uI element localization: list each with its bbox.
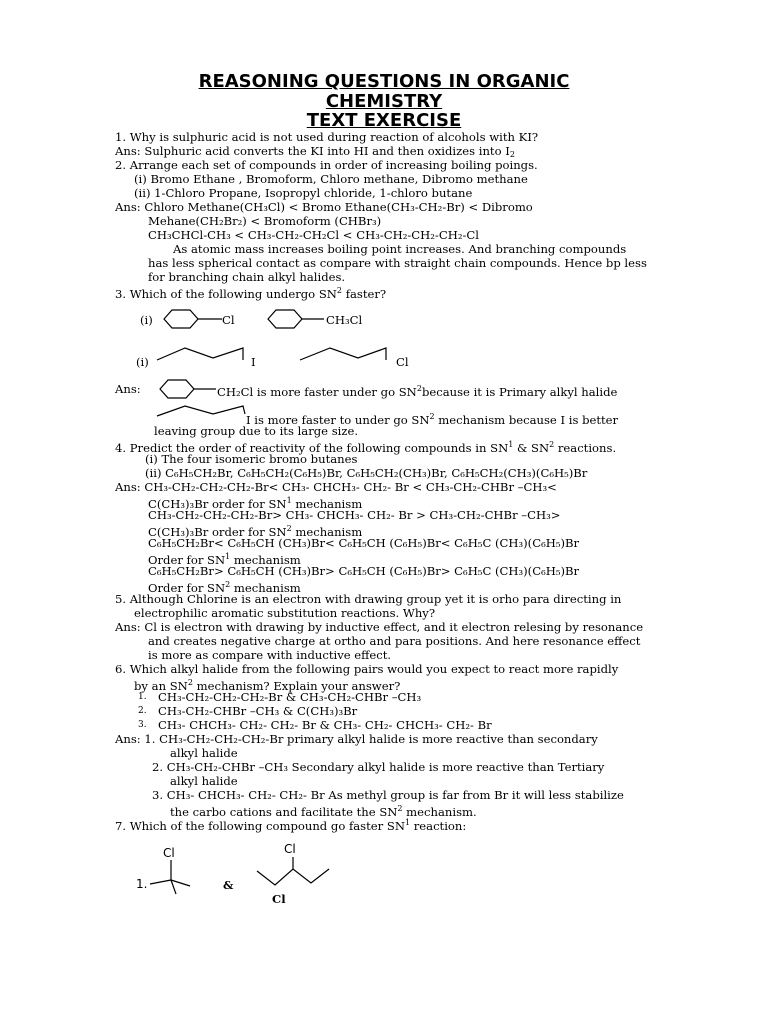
q4-question: 4. Predict the order of reactivity of the following compounds in $SN^1$ & $SN^2$ reactions. <box>115 440 617 455</box>
q7-item-number: 1. <box>136 877 148 891</box>
cyclohexylmethyl-chloride-answer-structure <box>156 376 226 404</box>
cyclohexylmethyl-chloride-structure <box>264 306 334 334</box>
q6-line-1: 6. Which alkyl halide from the following pairs would you expect to react more rapidly <box>115 662 619 676</box>
q6-answer-2b: alkyl halide <box>170 774 238 788</box>
q2-explanation-3: for branching chain alkyl halides. <box>148 270 346 284</box>
q4-answer-8: Order for $SN^2$ mechanism <box>148 580 301 595</box>
chloropentane-structure <box>298 344 398 368</box>
q5-line-1: 5. Although Chlorine is an electron with drawing group yet it is orho para directing in <box>115 592 622 606</box>
q4-part-i: (i) The four isomeric bromo butanes <box>145 452 358 466</box>
q5-line-3: Ans: Cl is electron with drawing by inductive effect, and it electron relesing by resonance <box>115 620 644 634</box>
q6-answer-2: 2. CH₃-CH₂-CHBr –CH₃ Secondary alkyl halide is more reactive than Tertiary <box>152 760 605 774</box>
q6-pair-3: CH₃- CHCH₃- CH₂- CH₂- Br & CH₃- CH₂- CHCH₃- CH₂- Br <box>158 718 492 732</box>
q4-answer-3: CH₃-CH₂-CH₂-CH₂-Br> CH₃- CHCH₃- CH₂- Br > CH₃-CH₂-CHBr –CH₃> <box>148 508 561 522</box>
q4-answer-6: Order for $SN^1$ mechanism <box>148 552 301 567</box>
q3-row2-a: I <box>251 355 256 369</box>
iodopentane-answer-structure <box>155 402 255 422</box>
q6-pair-1-num: 1. <box>138 692 147 702</box>
q3-row2-b: Cl <box>396 355 409 369</box>
q2-explanation-2: has less spherical contact as compare with straight chain compounds. Hence bp less <box>148 256 647 270</box>
q1-answer: Ans: Sulphuric acid converts the KI into HI and then oxidizes into $I_2$ <box>115 144 515 159</box>
q4-answer-4: C(CH₃)₃Br order for $SN^2$ mechanism <box>148 524 363 539</box>
q6-line-2: by an $SN^2$ mechanism? Explain your answer? <box>134 678 401 693</box>
q2-question: 2. Arrange each set of compounds in order of increasing boiling poings. <box>115 158 538 172</box>
q3-answer-label: Ans: <box>115 382 141 396</box>
q4-answer-7: C₆H₅CH₂Br> C₆H₅CH (CH₃)Br> C₆H₅CH (C₆H₅)Br> C₆H₅C (CH₃)(C₆H₅)Br <box>148 564 580 578</box>
q7-secondary-chloride-cl-bottom: Cl <box>272 892 286 906</box>
q6-pair-2-num: 2. <box>138 706 147 716</box>
q2-answer-1: Ans: Chloro Methane(CH₃Cl) < Bromo Ethane(CH₃-CH₂-Br) < Dibromo <box>115 200 533 214</box>
q5-line-2: electrophilic aromatic substitution reactions. Why? <box>134 606 436 620</box>
title-line-1: REASONING QUESTIONS IN ORGANIC <box>198 71 570 92</box>
q4-part-ii: (ii) C₆H₅CH₂Br, C₆H₅CH₂(C₆H₅)Br, C₆H₅CH₂(CH₃)Br, C₆H₅CH₂(CH₃)(C₆H₅)Br <box>145 466 588 480</box>
q3-answer-b-line2: leaving group due to its large size. <box>154 424 359 438</box>
q4-answer-1: Ans: CH₃-CH₂-CH₂-CH₂-Br< CH₃- CHCH₃- CH₂- Br < CH₃-CH₂-CHBr –CH₃< <box>115 480 557 494</box>
q5-line-4: and creates negative charge at ortho and para positions. And here resonance effect <box>148 634 641 648</box>
q2-explanation-1: As atomic mass increases boiling point increases. And branching compounds <box>173 242 627 256</box>
q3-row1-label: (i) <box>140 313 153 327</box>
q3-question: 3. Which of the following undergo $SN^2$ faster? <box>115 286 387 301</box>
q3-row1-b: CH₃Cl <box>326 313 363 327</box>
q3-answer-b: I is more faster to under go $SN^2$ mechanism because I is better <box>246 412 619 427</box>
title-line-2: CHEMISTRY <box>325 91 443 112</box>
q3-row2-label: (i) <box>136 355 149 369</box>
q7-ampersand: & <box>223 878 234 892</box>
q7-tertiary-chloride-cl: Cl <box>163 846 175 860</box>
q3-row1-a: Cl <box>222 313 235 327</box>
q2-answer-3: CH₃CHCl-CH₃ < CH₃-CH₂-CH₂Cl < CH₃-CH₂-CH₂-CH₂-Cl <box>148 228 479 242</box>
q2-answer-2: Mehane(CH₂Br₂) < Bromoform (CHBr₃) <box>148 214 382 228</box>
q7-secondary-chloride-cl-top: Cl <box>284 842 296 856</box>
title-line-3: TEXT EXERCISE <box>306 110 462 131</box>
q3-answer-a: CH₂Cl is more faster under go $SN^2because$ it is Primary alkyl halide <box>217 384 618 399</box>
q6-answer-1b: alkyl halide <box>170 746 238 760</box>
iodopentane-structure <box>155 344 255 368</box>
q4-answer-5: C₆H₅CH₂Br< C₆H₅CH (CH₃)Br< C₆H₅CH (C₆H₅)Br< C₆H₅C (CH₃)(C₆H₅)Br <box>148 536 580 550</box>
q5-line-5: is more as compare with inductive effect. <box>148 648 392 662</box>
q2-part-ii: (ii) 1-Chloro Propane, Isopropyl chloride, 1-chloro butane <box>134 186 473 200</box>
tert-butyl-chloride-structure <box>146 858 196 898</box>
q6-pair-1: CH₃-CH₂-CH₂-CH₂-Br & CH₃-CH₂-CHBr –CH₃ <box>158 690 422 704</box>
q6-answer-3: 3. CH₃- CHCH₃- CH₂- CH₂- Br As methyl group is far from Br it will less stabilize <box>152 788 624 802</box>
q6-answer-3b: the carbo cations and facilitate the $SN^2$ mechanism. <box>170 804 477 819</box>
q4-answer-2: C(CH₃)₃Br order for $SN^1$ mechanism <box>148 496 363 511</box>
q6-pair-2: CH₃-CH₂-CHBr –CH₃ & C(CH₃)₃Br <box>158 704 358 718</box>
q2-part-i: (i) Bromo Ethane , Bromoform, Chloro methane, Dibromo methane <box>134 172 528 186</box>
q1-question: 1. Why is sulphuric acid is not used during reaction of alcohols with KI? <box>115 130 539 144</box>
q6-answer-1: Ans: 1. CH₃-CH₂-CH₂-CH₂-Br primary alkyl halide is more reactive than secondary <box>115 732 598 746</box>
q7-question: 7. Which of the following compound go faster $SN^1$ reaction: <box>115 818 467 833</box>
q6-pair-3-num: 3. <box>138 720 147 730</box>
chlorobutane-structure <box>255 855 335 895</box>
